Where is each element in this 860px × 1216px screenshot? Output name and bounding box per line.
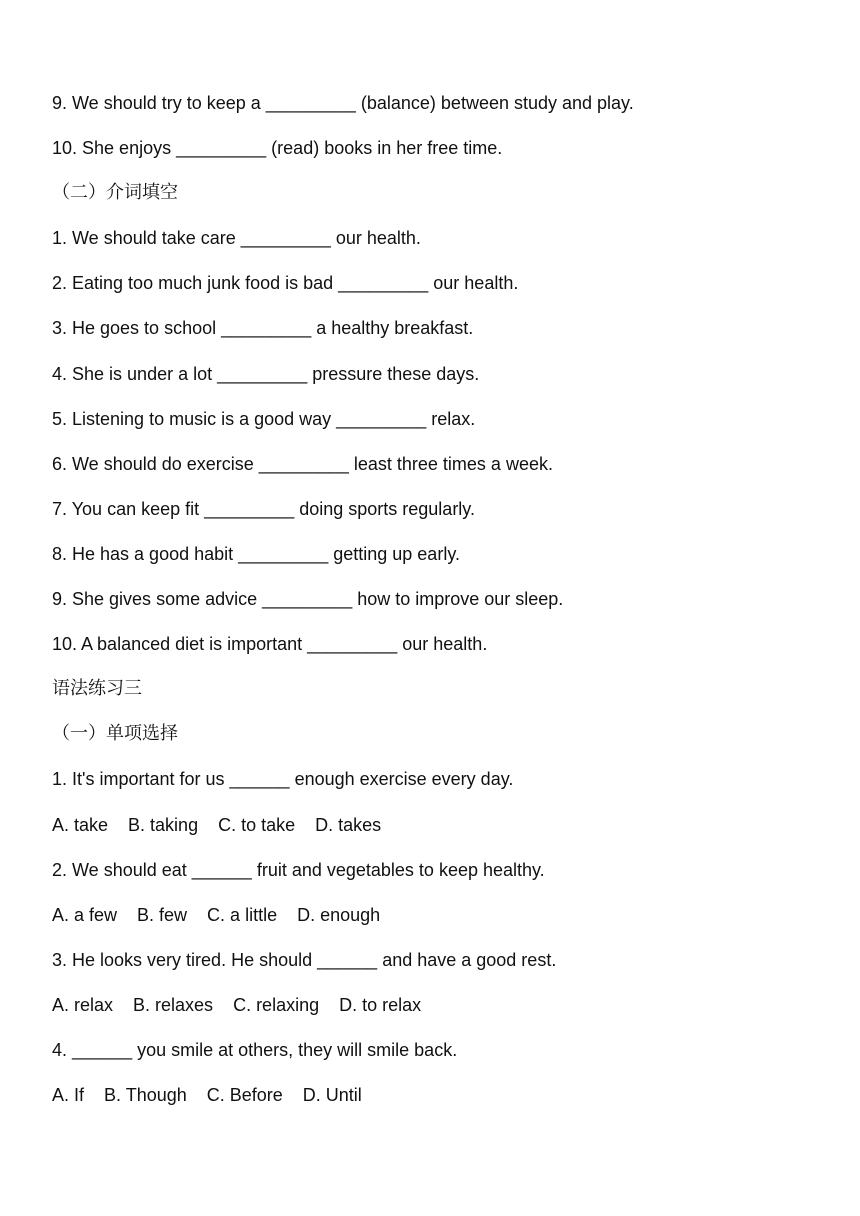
question-line: 4. She is under a lot _________ pressure these days. (52, 363, 480, 384)
question-line: 5. Listening to music is a good way _________ relax. (52, 408, 476, 429)
question-line: 8. He has a good habit _________ getting up early. (52, 543, 460, 564)
question-line: 9. We should try to keep a _________ (balance) between study and play. (52, 93, 634, 113)
question-line: 3. He looks very tired. He should ______ and have a good rest. (52, 949, 557, 970)
answer-options: A. take B. taking C. to take D. takes (52, 814, 382, 835)
section-heading: （一）单项选择 (52, 723, 178, 745)
question-line: 4. ______ you smile at others, they will smile back. (52, 1039, 458, 1060)
answer-options: A. a few B. few C. a little D. enough (52, 904, 381, 925)
question-line: 7. You can keep fit _________ doing sports regularly. (52, 498, 475, 519)
section-heading: 语法练习三 (52, 678, 142, 700)
answer-options: A. If B. Though C. Before D. Until (52, 1085, 362, 1106)
question-line: 6. We should do exercise _________ least three times a week. (52, 453, 553, 474)
question-line: 9. She gives some advice _________ how to improve our sleep. (52, 589, 564, 610)
question-line: 1. It's important for us ______ enough exercise every day. (52, 769, 514, 790)
answer-options: A. relax B. relaxes C. relaxing D. to relax (52, 994, 422, 1015)
question-line: 2. We should eat ______ fruit and vegetables to keep healthy. (52, 859, 545, 880)
question-line: 10. A balanced diet is important _________ our health. (52, 634, 488, 655)
document-body (52, 89, 832, 1126)
section-heading: （二）介词填空 (52, 182, 178, 204)
question-line: 3. He goes to school _________ a healthy breakfast. (52, 318, 474, 339)
question-line: 10. She enjoys _________ (read) books in her free time. (52, 138, 503, 159)
question-line: 1. We should take care _________ our health. (52, 228, 421, 249)
question-line: 2. Eating too much junk food is bad _________ our health. (52, 273, 519, 294)
